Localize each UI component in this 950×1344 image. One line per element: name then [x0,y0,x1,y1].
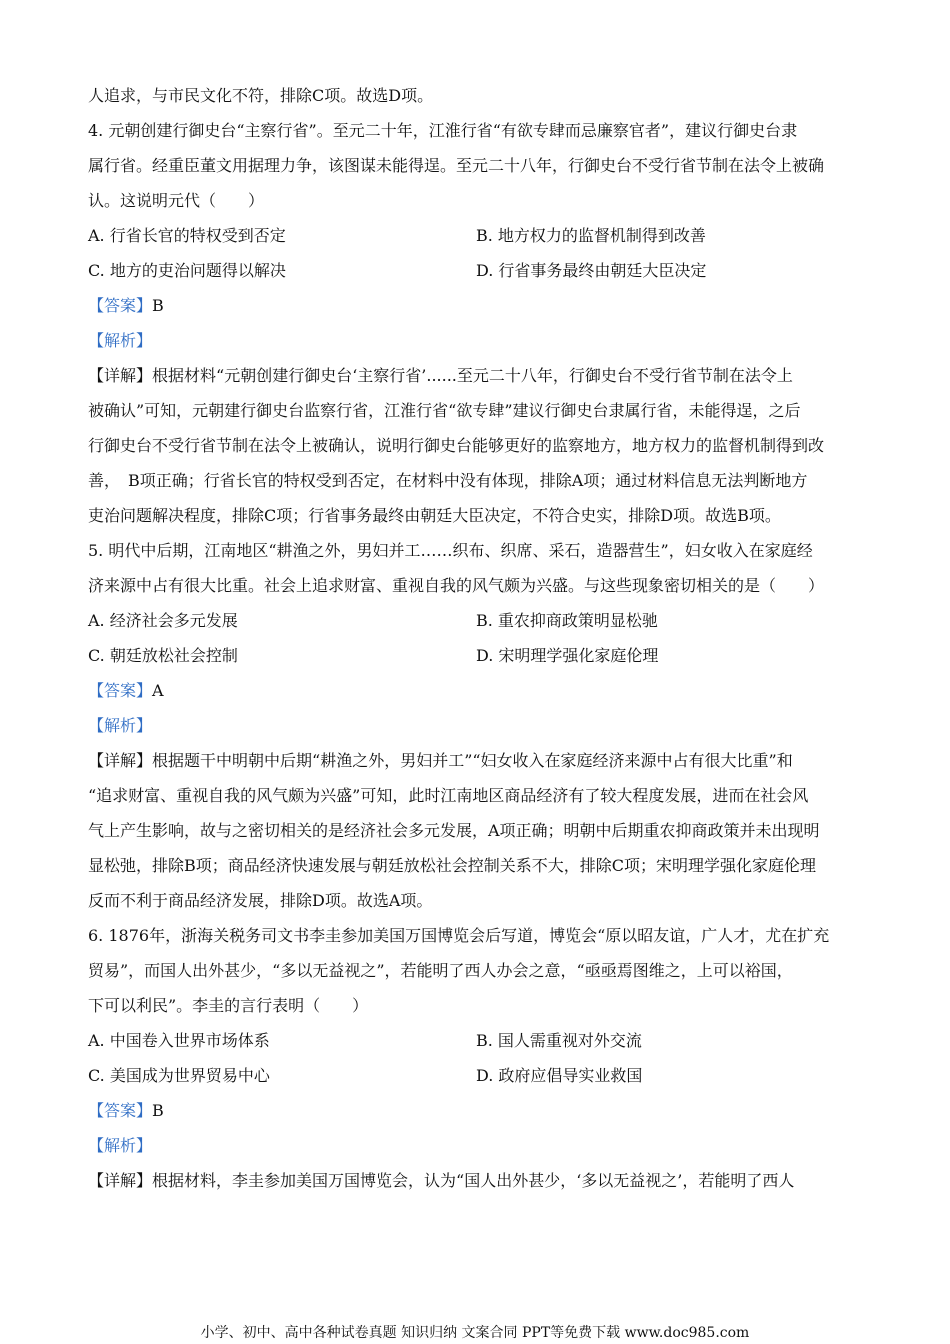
option-b: B. 国人需重视对外交流 [476,1031,642,1050]
analysis-line [88,708,868,743]
analysis-tag: 【解析】 [88,716,153,735]
analysis-line [88,323,868,358]
option-d: D. 宋明理学强化家庭伦理 [476,646,659,665]
option-a: A. 经济社会多元发展 [88,611,238,630]
text-line: 显松弛，排除B项；商品经济快速发展与朝廷放松社会控制关系不大，排除C项；宋明理学强化家庭伦理 [88,856,817,875]
detail-text: 根据材料，李圭参加美国万国博览会，认为“国人出外甚少，‘多以无益视之’，若能明了西人 [152,1171,795,1190]
option-d: D. 政府应倡导实业救国 [476,1066,643,1085]
option-c: C. 朝廷放松社会控制 [88,646,238,665]
detail-line [88,743,868,778]
question-4-stem: 4. 元朝创建行御史台“主察行省”。至元二十年，江淮行省“有欲专肆而忌廉察官者”，建议行御史台隶 [88,121,798,140]
text-line: 气上产生影响，故与之密切相关的是经济社会多元发展，A项正确；明朝中后期重农抑商政策并未出现明 [88,821,820,840]
option-a: A. 中国卷入世界市场体系 [88,1031,270,1050]
document-body [88,78,868,1198]
question-4-options-row-1 [88,218,868,253]
answer-line [88,1093,868,1128]
text-line: 下可以利民”。李圭的言行表明（ ） [88,996,369,1015]
option-a: A. 行省长官的特权受到否定 [88,226,286,245]
analysis-tag: 【解析】 [88,331,153,350]
answer-value: B [152,296,164,315]
answer-value: B [152,1101,164,1120]
analysis-line [88,1128,868,1163]
text-line: 行御史台不受行省节制在法令上被确认，说明行御史台能够更好的监察地方，地方权力的监督机制得到改 [88,436,825,455]
text-line: 反而不利于商品经济发展，排除D项。故选A项。 [88,891,433,910]
detail-text: 根据材料“元朝创建行御史台‘主察行省’......至元二十八年，行御史台不受行省节制在法令上 [152,366,793,385]
option-d: D. 行省事务最终由朝廷大臣决定 [476,261,707,280]
detail-text: 根据题干中明朝中后期“耕渔之外，男妇并工”“妇女收入在家庭经济来源中占有很大比重”和 [152,751,793,770]
answer-line [88,673,868,708]
option-b: B. 重农抑商政策明显松驰 [476,611,658,630]
text-line: 认。这说明元代（ ） [88,191,265,210]
detail-tag: 【详解】 [88,366,153,385]
question-5-stem: 5. 明代中后期，江南地区“耕渔之外，男妇并工……织布、织席、采石，造器营生”，妇女收入在家庭经 [88,541,813,560]
option-c: C. 美国成为世界贸易中心 [88,1066,270,1085]
question-5-options-row-2 [88,638,868,673]
text-line: 人追求，与市民文化不符，排除C项。故选D项。 [88,86,434,105]
detail-line [88,358,868,393]
option-c: C. 地方的吏治问题得以解决 [88,261,286,280]
question-6-options-row-1 [88,1023,868,1058]
detail-line [88,1163,868,1198]
question-4-options-row-2 [88,253,868,288]
question-5-options-row-1 [88,603,868,638]
detail-tag: 【详解】 [88,1171,153,1190]
detail-tag: 【详解】 [88,751,153,770]
option-b: B. 地方权力的监督机制得到改善 [476,226,706,245]
text-line: 吏治问题解决程度，排除C项；行省事务最终由朝廷大臣决定，不符合史实，排除D项。故选B项。 [88,506,781,525]
text-line: 贸易”，而国人出外甚少，“多以无益视之”，若能明了西人办会之意，“亟亟焉图维之，上可以裕国， [88,961,793,980]
answer-tag: 【答案】 [88,1101,153,1120]
question-6-options-row-2 [88,1058,868,1093]
answer-line [88,288,868,323]
text-line: 善， B项正确；行省长官的特权受到否定，在材料中没有体现，排除A项；通过材料信息无法判断地方 [88,471,808,490]
answer-tag: 【答案】 [88,296,153,315]
answer-value: A [152,681,164,700]
question-6-stem: 6. 1876年，浙海关税务司文书李圭参加美国万国博览会后写道，博览会“原以昭友谊，广人才，尤在扩充 [88,926,830,945]
text-line: 被确认”可知，元朝建行御史台监察行省，江淮行省“欲专肆”建议行御史台隶属行省，未能得逞，之后 [88,401,801,420]
page-footer: 小学、初中、高中各种试卷真题 知识归纳 文案合同 PPT等免费下载 www.doc985.com [200,1325,750,1341]
text-line: 济来源中占有很大比重。社会上追求财富、重视自我的风气颇为兴盛。与这些现象密切相关的是（ ） [88,576,825,595]
text-line: 属行省。经重臣董文用据理力争，该图谋未能得逞。至元二十八年，行御史台不受行省节制在法令上被确 [88,156,825,175]
analysis-tag: 【解析】 [88,1136,153,1155]
answer-tag: 【答案】 [88,681,153,700]
text-line: “追求财富、重视自我的风气颇为兴盛”可知，此时江南地区商品经济有了较大程度发展，进而在社会风 [88,786,809,805]
